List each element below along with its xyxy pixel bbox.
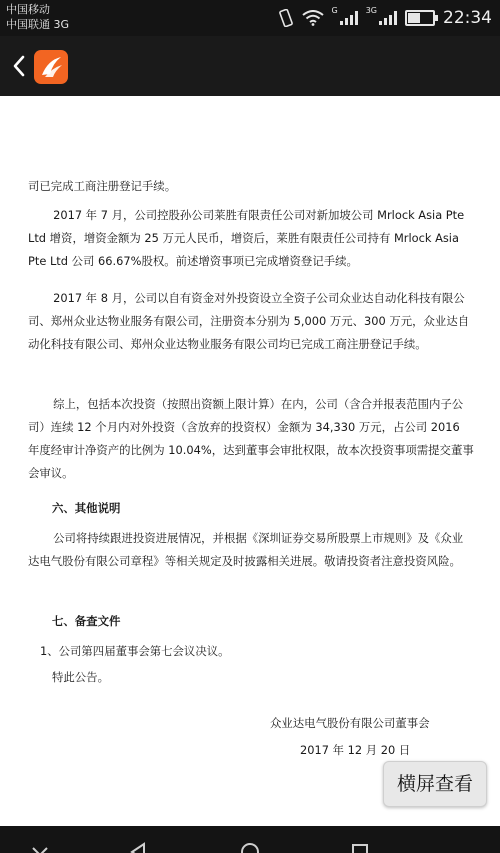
signal-icon-2: [379, 11, 397, 25]
chevron-left-icon[interactable]: [10, 54, 30, 78]
carrier-1: 中国移动: [6, 3, 50, 16]
doc-para-1: 2017 年 7 月，公司控股孙公司莱胜有限责任公司对新加坡公司 Mrlock Asia Pte Ltd 增资，增资金额为 25 万元人民币，增资后，莱胜有限责任公司持有 Mrlock Asia Pte Ltd 公司 66.67%股权。前述增资事项已完成增资登记手续。: [28, 208, 465, 268]
network-type-2: 3G: [365, 5, 377, 15]
doc-signature: 众业达电气股份有限公司董事会: [270, 716, 430, 730]
chevron-down-icon[interactable]: [30, 842, 50, 853]
vibrate-icon: [278, 9, 294, 27]
doc-item-1: 1、公司第四届董事会第七会议决议。: [40, 644, 230, 658]
carrier-info: [6, 2, 69, 32]
signal-icon-1: [340, 11, 358, 25]
recents-square-icon[interactable]: [350, 842, 370, 853]
doc-line-top: 司已完成工商注册登记手续。: [28, 179, 177, 193]
doc-para-2: 2017 年 8 月，公司以自有资金对外投资设立全资子公司众业达自动化科技有限公司、郑州众业达物业服务有限公司，注册资本分别为 5,000 万元、300 万元，众业达自动化科技有限公司、郑州众业达物业服务有限公司均已完成工商注册登记手续。: [28, 291, 470, 351]
home-circle-icon[interactable]: [240, 842, 260, 853]
doc-date: 2017 年 12 月 20 日: [300, 743, 411, 757]
status-bar: [0, 0, 500, 36]
doc-para-4: 公司将持续跟进投资进展情况，并根据《深圳证券交易所股票上市规则》及《众业达电气股份有限公司章程》等相关规定及时披露相关进展。敬请投资者注意投资风险。: [28, 531, 464, 568]
landscape-view-button[interactable]: 横屏查看: [383, 761, 487, 807]
network-type-1: G: [331, 5, 338, 15]
back-triangle-icon[interactable]: [128, 842, 148, 853]
battery-icon: [405, 10, 435, 26]
app-bar: [0, 36, 500, 96]
document-view[interactable]: [0, 96, 500, 826]
doc-heading-6: 六、其他说明: [52, 501, 121, 515]
status-icons: [278, 0, 493, 36]
navigation-bar: [0, 826, 500, 853]
app-logo-icon: [34, 50, 68, 84]
doc-announcement: 特此公告。: [52, 670, 109, 684]
wifi-icon: [302, 10, 324, 26]
status-clock: 22:34: [443, 8, 492, 28]
doc-para-3: 综上，包括本次投资（按照出资额上限计算）在内，公司（含合并报表范围内子公司）连续 12 个月内对外投资（含放弃的投资权）金额为 34,330 万元，占公司 2016 年度经审计净资产的比例为 10.04%，达到董事会审批权限，故本次投资事项需提交董事会审议。: [28, 397, 474, 480]
doc-heading-7: 七、备查文件: [52, 614, 121, 628]
carrier-2: 中国联通 3G: [6, 18, 70, 31]
